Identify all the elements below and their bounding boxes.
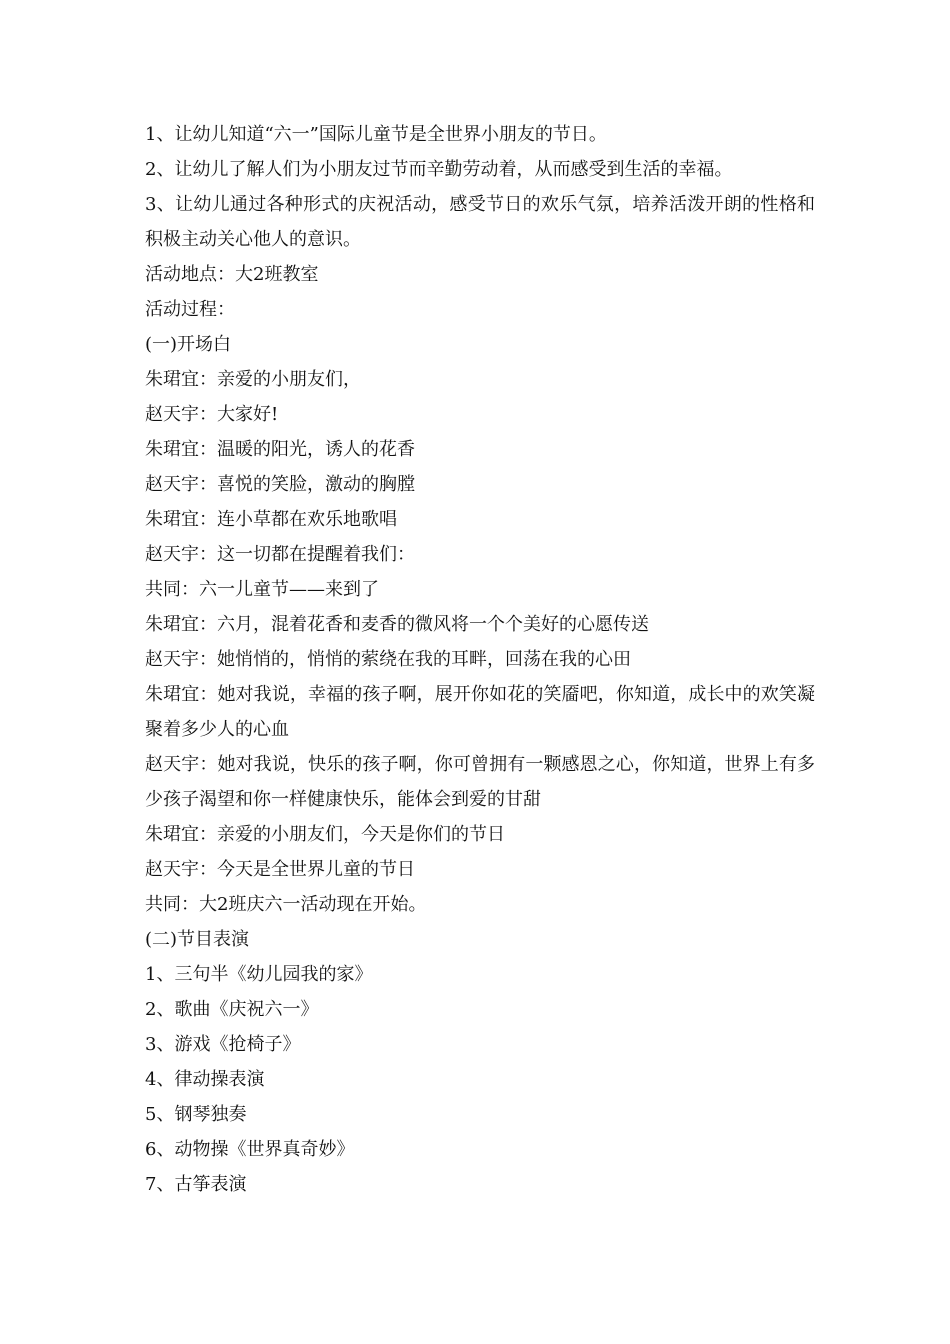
section-title-opening: (一)开场白: [145, 334, 232, 355]
goal-item: 1、让幼儿知道“六一”国际儿童节是全世界小朋友的节日。: [145, 124, 607, 145]
dialogue-line: 朱珺宜：温暖的阳光，诱人的花香: [145, 439, 415, 460]
document-page: [145, 117, 815, 1202]
dialogue-line: 共同：大2班庆六一活动现在开始。: [145, 894, 427, 915]
program-item: 2、歌曲《庆祝六一》: [145, 999, 319, 1020]
dialogue-line: 共同：六一儿童节——来到了: [145, 579, 379, 600]
dialogue-line: 赵天宇：大家好!: [145, 404, 279, 425]
activity-location: 活动地点：大2班教室: [145, 264, 319, 285]
dialogue-line: 朱珺宜：亲爱的小朋友们，: [145, 369, 361, 390]
dialogue-line: 赵天宇：她悄悄的，悄悄的萦绕在我的耳畔，回荡在我的心田: [145, 649, 631, 670]
dialogue-line: 赵天宇：喜悦的笑脸，激动的胸膛: [145, 474, 415, 495]
dialogue-line: 赵天宇：她对我说，快乐的孩子啊，你可曾拥有一颗感恩之心，你知道，世界上有多少孩子渴望和你一样健康快乐，能体会到爱的甘甜: [145, 754, 815, 810]
program-item: 5、钢琴独奏: [145, 1104, 247, 1125]
dialogue-line: 朱珺宜：六月，混着花香和麦香的微风将一个个美好的心愿传送: [145, 614, 649, 635]
goal-item: 2、让幼儿了解人们为小朋友过节而辛勤劳动着，从而感受到生活的幸福。: [145, 159, 733, 180]
dialogue-line: 朱珺宜：她对我说，幸福的孩子啊，展开你如花的笑靥吧，你知道，成长中的欢笑凝聚着多少人的心血: [145, 684, 815, 740]
section-title-program: (二)节目表演: [145, 929, 250, 950]
program-item: 1、三句半《幼儿园我的家》: [145, 964, 373, 985]
program-item: 7、古筝表演: [145, 1174, 247, 1195]
process-heading: 活动过程：: [145, 299, 235, 320]
program-item: 4、律动操表演: [145, 1069, 265, 1090]
dialogue-line: 朱珺宜：连小草都在欢乐地歌唱: [145, 509, 397, 530]
dialogue-line: 赵天宇：这一切都在提醒着我们：: [145, 544, 415, 565]
dialogue-line: 赵天宇：今天是全世界儿童的节日: [145, 859, 415, 880]
program-item: 3、游戏《抢椅子》: [145, 1034, 301, 1055]
goal-item: 3、让幼儿通过各种形式的庆祝活动，感受节日的欢乐气氛，培养活泼开朗的性格和积极主动关心他人的意识。: [145, 194, 815, 250]
program-item: 6、动物操《世界真奇妙》: [145, 1139, 355, 1160]
dialogue-line: 朱珺宜：亲爱的小朋友们，今天是你们的节日: [145, 824, 505, 845]
